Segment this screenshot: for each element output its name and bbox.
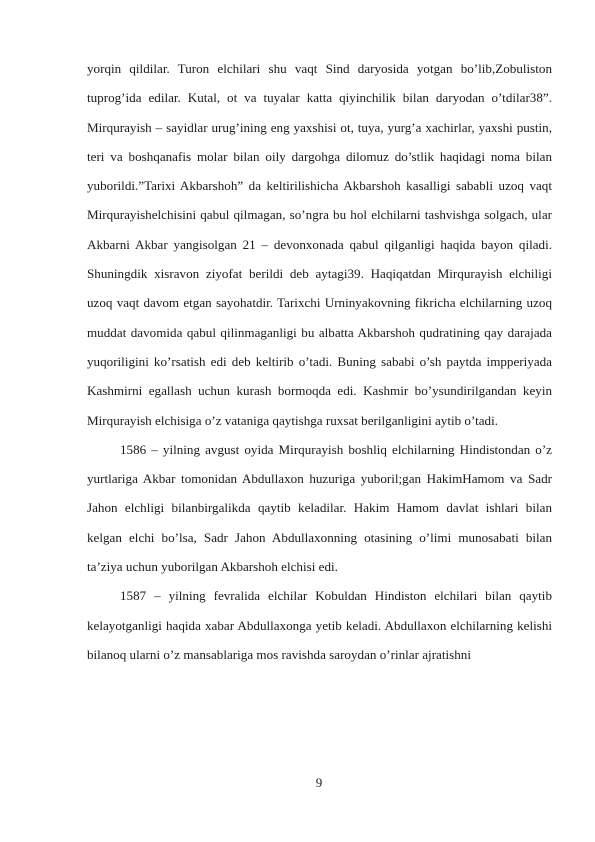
- paragraph-1: yorqin qildilar. Turon elchilari shu vaqt Sind daryosida yotgan bo’lib,Zobuliston tuprog’ida edilar. Kutal, ot va tuyalar katta qiyinchilik bilan daryodan o’tdilar38”. Mirqurayish – sayidlar urug’ining eng yaxshisi ot, tuya, yurg’a xachirlar, yaxshi pustin, teri va boshqanafis molar bilan oily dargohga dilomuz do’stlik haqidagi noma bilan yuborildi.”Tarixi Akbarshoh” da keltirilishicha Akbarshoh kasalligi sababli uzoq vaqt Mirqurayishelchisini qabul qilmagan, so’ngra bu hol elchilarni tashvishga solgach, ular Akbarni Akbar yangisolgan 21 – devonxonada qabul qilganligi haqida bayon qiladi. Shuningdik xisravon ziyofat berildi deb aytagi39. Haqiqatdan Mirqurayish elchiligi uzoq vaqt davom etgan sayohatdir. Tarixchi Urninyakovning fikricha elchilarning uzoq muddat davomida qabul qilinmaganligi bu albatta Akbarshoh qudratining qay darajada yuqoriligini ko’rsatish edi deb keltirib o’tadi. Buning sababi o’sh paytda impperiyada Kashmirni egallash uchun kurash bormoqda edi. Kashmir bo’ysundirilgandan keyin Mirqurayish elchisiga o’z vataniga qaytishga ruxsat berilganligini aytib o’tadi.: [87, 61, 552, 428]
- body-text: [87, 54, 552, 669]
- paragraph-3: 1587 – yilning fevralida elchilar Kobuldan Hindiston elchilari bilan qaytib kelayotganligi haqida xabar Abdullaxonga yetib keladi. Abdullaxon elchilarning kelishi bilanoq ularni o’z mansablariga mos ravishda saroydan o’rinlar ajratishni: [87, 588, 552, 662]
- page-number: 9: [315, 775, 323, 790]
- paragraph-2: 1586 – yilning avgust oyida Mirqurayish boshliq elchilarning Hindistondan o’z yurtlariga Akbar tomonidan Abdullaxon huzuriga yuboril;gan HakimHamom va Sadr Jahon elchligi bilanbirgalikda qaytib keladilar. Hakim Hamom davlat ishlari bilan kelgan elchi bo’lsa, Sadr Jahon Abdullaxonning otasining o’limi munosabati bilan ta’ziya uchun yuborilgan Akbarshoh elchisi edi.: [87, 441, 552, 575]
